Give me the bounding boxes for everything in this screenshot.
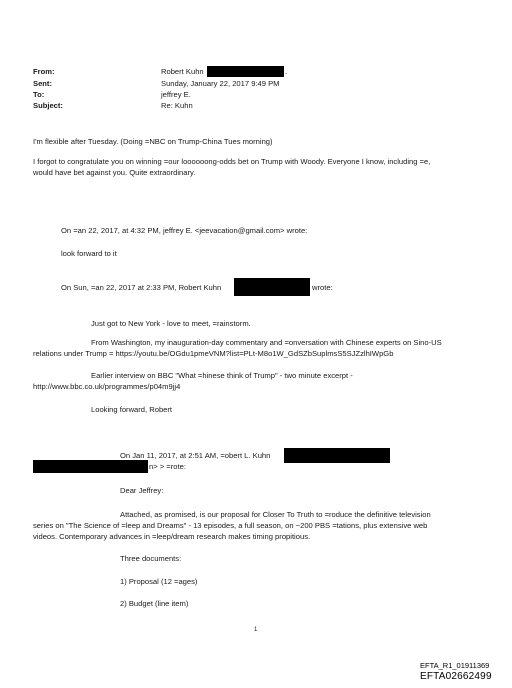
quote-2-paragraph-2-line-2: relations under Trump = https://youtu.be/OGdu1pmeVNM?list=PLt-M8o1W_GdSZbSuplmsS5SJZzlhIWpGb	[33, 349, 394, 358]
quote-3-list-item-2: 2) Budget (line item)	[120, 599, 189, 608]
quote-2-paragraph-3-line-2: http://www.bbc.co.uk/programmes/p04m9jj4	[33, 382, 181, 391]
footer-id-small: EFTA_R1_01911369	[420, 661, 490, 670]
label-sent: Sent:	[33, 79, 52, 88]
to-value: jeffrey E.	[161, 90, 191, 99]
label-to: To:	[33, 90, 45, 99]
body-paragraph-2-line-2: would have bet against you. Quite extraordinary.	[33, 168, 196, 177]
redaction-block	[284, 448, 390, 463]
page-number: 1	[254, 627, 258, 633]
quote-3-salutation: Dear Jeffrey:	[120, 486, 164, 495]
quote-2-signoff: Looking forward, Robert	[91, 405, 173, 414]
redaction-block	[207, 66, 284, 77]
quote-2-paragraph-3-line-1: Earlier interview on BBC "What =hinese think of Trump" - two minute excerpt -	[91, 371, 353, 380]
quote-1-text: look forward to it	[61, 249, 117, 258]
quote-3-list-item-1: 1) Proposal (12 =ages)	[120, 577, 198, 586]
quote-3-paragraph-1-line-1: Attached, as promised, is our proposal for Closer To Truth to =roduce the definitive television	[120, 510, 431, 519]
subject-value: Re: Kuhn	[161, 101, 193, 110]
redaction-block	[234, 278, 310, 296]
quote-2-header: On Sun, =an 22, 2017 at 2:33 PM, Robert Kuhn	[61, 283, 222, 292]
body-paragraph-1: I'm flexible after Tuesday. (Doing =NBC on Trump-China Tues morning)	[33, 137, 273, 146]
quote-3-paragraph-2: Three documents:	[120, 554, 182, 563]
from-value: Robert Kuhn	[161, 67, 204, 76]
quote-2-paragraph-2-line-1: From Washington, my inauguration-day commentary and =onversation with Chinese experts on Sino-US	[91, 338, 442, 347]
body-paragraph-2-line-1: I forgot to congratulate you on winning =our loooooong-odds bet on Trump with Woody. Everyone I know, including =e,	[33, 157, 431, 166]
quote-1-header: On =an 22, 2017, at 4:32 PM, jeffrey E. <jeevacation@gmail.com> wrote:	[61, 226, 308, 235]
quote-2-header-wrote: wrote:	[312, 283, 333, 292]
from-suffix: .	[285, 67, 288, 76]
quote-2-paragraph-1: Just got to New York - love to meet, =rainstorm.	[91, 319, 251, 328]
quote-3-header: On Jan 11, 2017, at 2:51 AM, =obert L. Kuhn	[120, 451, 271, 460]
redaction-block	[33, 460, 148, 473]
quote-3-paragraph-1-line-3: videos. Contemporary advances in =leep/dream research makes timing propitious.	[33, 532, 311, 541]
label-subject: Subject:	[33, 101, 63, 110]
sent-value: Sunday, January 22, 2017 9:49 PM	[161, 79, 280, 88]
label-from: From:	[33, 67, 55, 76]
footer-id-large: EFTA02662499	[420, 671, 492, 682]
quote-3-paragraph-1-line-2: series on "The Science of =leep and Dreams" - 13 episodes, a full season, on ~200 PBS =tations, plus extensive web	[33, 521, 428, 530]
quote-3-header-wrote: n> > =rote:	[149, 462, 186, 471]
